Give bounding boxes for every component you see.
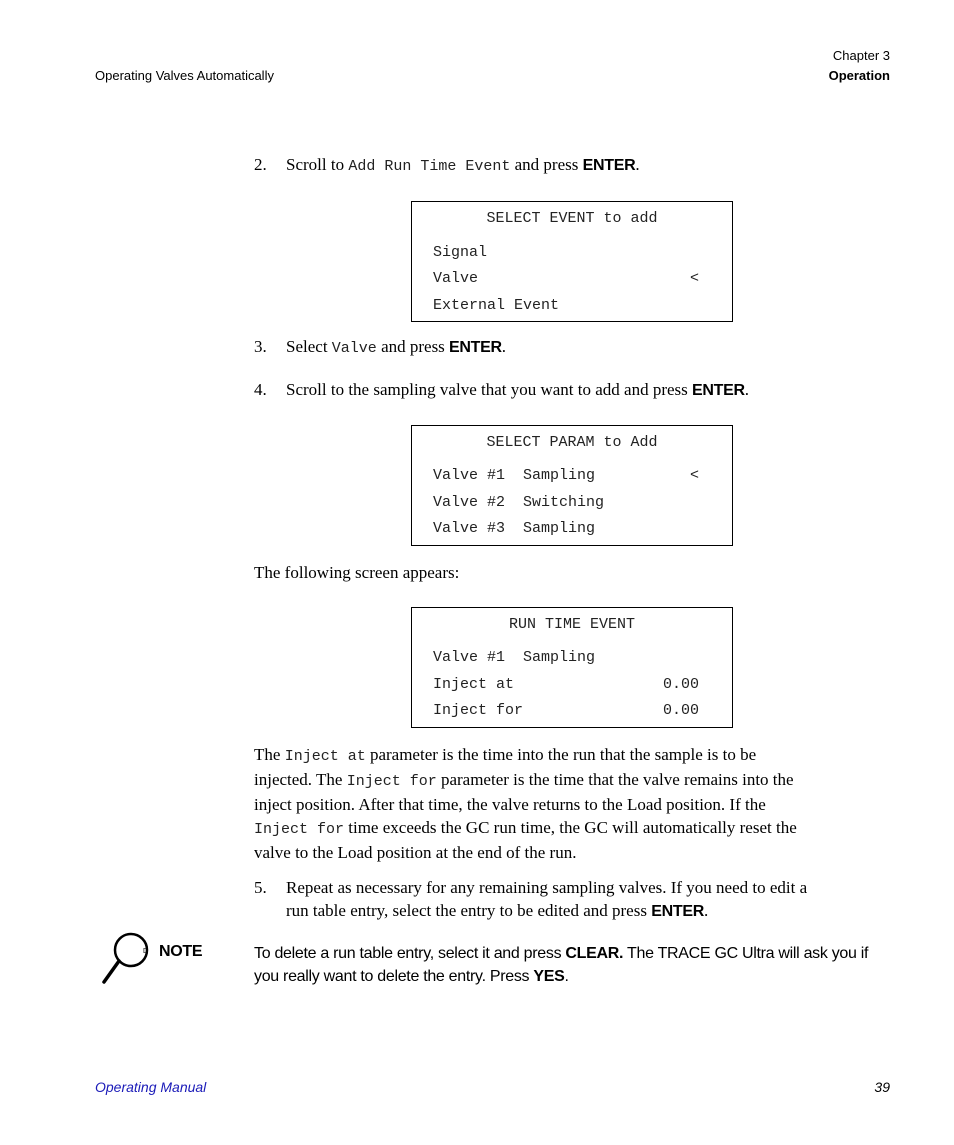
screen-row: Valve (433, 270, 479, 287)
step-number: 5. (254, 878, 267, 897)
note-text: To delete a run table entry, select it and press CLEAR. The TRACE GC Ultra will ask you if you really want to delete the entry. Press YES. (254, 945, 869, 985)
inline-code: Add Run Time Event (348, 158, 511, 175)
step-text: Repeat as necessary for any remaining sampling valves. If you need to edit a (286, 878, 808, 897)
running-header-chapter: Chapter 3 (832, 48, 890, 63)
running-header-section: Operating Valves Automatically (95, 68, 274, 83)
step-text-continued: run table entry, select the entry to be edited and press ENTER. (286, 901, 709, 920)
screen-row: External Event (433, 297, 560, 314)
inline-code: Inject for (254, 821, 345, 838)
screen-value: 0.00 (662, 702, 699, 719)
screen-title: RUN TIME EVENT (508, 616, 636, 633)
screen-row: Inject at (433, 676, 515, 693)
svg-text:D: D (143, 948, 149, 955)
screen-row: Signal (433, 244, 488, 261)
note-label: NOTE (159, 943, 203, 960)
key-name: YES (533, 968, 565, 985)
lcd-screen-select-param (411, 425, 733, 546)
explanation-paragraph: The Inject at parameter is the time into the run that the sample is to be injected. The Inject for parameter is the time that the valve remains into the inject position. After that time, the valve returns to the Load position. If the Inject for time exceeds the GC run time, the GC will automatically reset the valve to the Load position at the end of the run. (254, 745, 797, 862)
key-name: CLEAR. (565, 945, 624, 962)
step-text: Select Valve and press ENTER. (286, 337, 507, 357)
key-name: ENTER (651, 903, 704, 920)
step-text: Scroll to the sampling valve that you want to add and press ENTER. (286, 380, 750, 399)
screen-row: Valve #2 Switching (433, 494, 605, 511)
key-name: ENTER (692, 382, 745, 399)
step-number: 3. (254, 337, 267, 356)
inline-code: Inject for (346, 773, 437, 790)
step-number: 2. (254, 155, 267, 174)
lcd-screen-select-event (411, 201, 733, 322)
step-number: 4. (254, 380, 267, 399)
running-header-chapter-name: Operation (828, 68, 890, 83)
key-name: ENTER (449, 339, 502, 356)
inline-code: Valve (331, 340, 377, 357)
screen-row: Valve #1 Sampling (433, 649, 596, 666)
page-number: 39 (874, 1079, 890, 1095)
screen-cursor: < (689, 270, 699, 287)
step-text: Scroll to Add Run Time Event and press ENTER. (286, 155, 640, 175)
inline-code: Inject at (284, 748, 366, 765)
key-name: ENTER (582, 157, 636, 174)
magnifier-icon (100, 930, 160, 988)
screen-row: Valve #3 Sampling (433, 520, 596, 537)
screen-row: Valve #1 Sampling (433, 467, 596, 484)
screen-row: Inject for (433, 702, 524, 719)
lcd-screen-run-time-event (411, 607, 733, 728)
following-screen-text: The following screen appears: (254, 563, 460, 582)
footer-manual-title: Operating Manual (95, 1079, 207, 1095)
screen-cursor: < (689, 467, 699, 484)
screen-title: SELECT EVENT to add (486, 210, 658, 227)
screen-title: SELECT PARAM to Add (486, 434, 658, 451)
screen-value: 0.00 (662, 676, 699, 693)
